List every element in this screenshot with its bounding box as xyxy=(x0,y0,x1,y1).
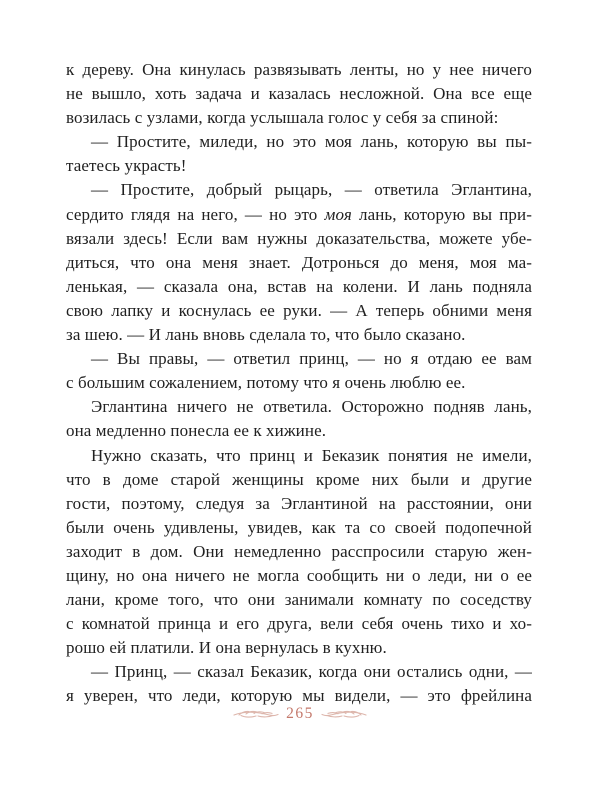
right-flourish-icon xyxy=(321,707,367,721)
text-line: Нужно сказать, что принц и Беказик понятия не имели, xyxy=(91,445,532,465)
text-line: вязали здесь! Если вам нужны доказательства, можете убе- xyxy=(66,228,532,248)
text-line: заходит в дом. Они немедленно расспросили старую жен- xyxy=(66,541,532,561)
text-line: — Вы правы, — ответил принц, — но я отдаю ее вам xyxy=(91,349,532,369)
text-line: возилась с узлами, когда услышала голос у себя за спиной: xyxy=(66,108,499,128)
text-line: Эглантина ничего не ответила. Осторожно подняв лань, xyxy=(91,397,532,417)
text-line: к дереву. Она кинулась развязывать ленты, но у нее ничего xyxy=(66,60,532,79)
text-line: лани, кроме того, что они занимали комнату по соседству xyxy=(66,590,532,610)
text-line: что в доме старой женщины кроме них были и другие xyxy=(66,469,532,489)
page-footer xyxy=(0,703,600,725)
text-line-segment-italic: моя xyxy=(324,204,352,224)
text-line: были очень удивлены, увидев, как та со своей подопечной xyxy=(66,517,532,537)
text-line: диться, что она меня знает. Дотронься до меня, моя ма- xyxy=(66,252,532,272)
text-line: — Простите, миледи, но это моя лань, которую вы пы- xyxy=(91,132,532,152)
text-line: рошо ей платили. И она вернулась в кухню. xyxy=(66,638,387,658)
text-line: с комнатой принца и его друга, вели себя очень тихо и хо- xyxy=(66,614,532,634)
page-number: 265 xyxy=(286,705,314,723)
text-line: ленькая, — сказала она, встав на колени. И лань подняла xyxy=(66,276,532,296)
text-line: таетесь украсть! xyxy=(66,156,187,176)
text-line: с большим сожалением, потому что я очень люблю ее. xyxy=(66,373,466,393)
text-line xyxy=(66,203,532,227)
text-line: свою лапку и коснулась ее руки. — А теперь обними меня xyxy=(66,300,532,320)
text-line: — Принц, — сказал Беказик, когда они остались одни, — xyxy=(91,662,532,682)
text-line: щину, но она ничего не могла сообщить ни о леди, ни о ее xyxy=(66,565,532,585)
text-line: — Простите, добрый рыцарь, — ответила Эглантина, xyxy=(91,180,532,200)
text-line: не вышло, хоть задача и казалась несложной. Она все еще xyxy=(66,84,532,104)
text-line: за шею. — И лань вновь сделала то, что было сказано. xyxy=(66,325,466,345)
text-line-segment: сердито глядя на него, — но это xyxy=(66,204,325,224)
text-line: я уверен, что леди, которую мы видели, — это фрейлина xyxy=(66,686,532,706)
left-flourish-icon xyxy=(233,707,279,721)
text-block xyxy=(66,58,532,709)
text-line: гости, поэтому, следуя за Эглантиной на расстоянии, они xyxy=(66,493,532,513)
text-line-segment: лань, которую вы при- xyxy=(351,204,532,224)
text-line: она медленно понесла ее к хижине. xyxy=(66,421,327,441)
